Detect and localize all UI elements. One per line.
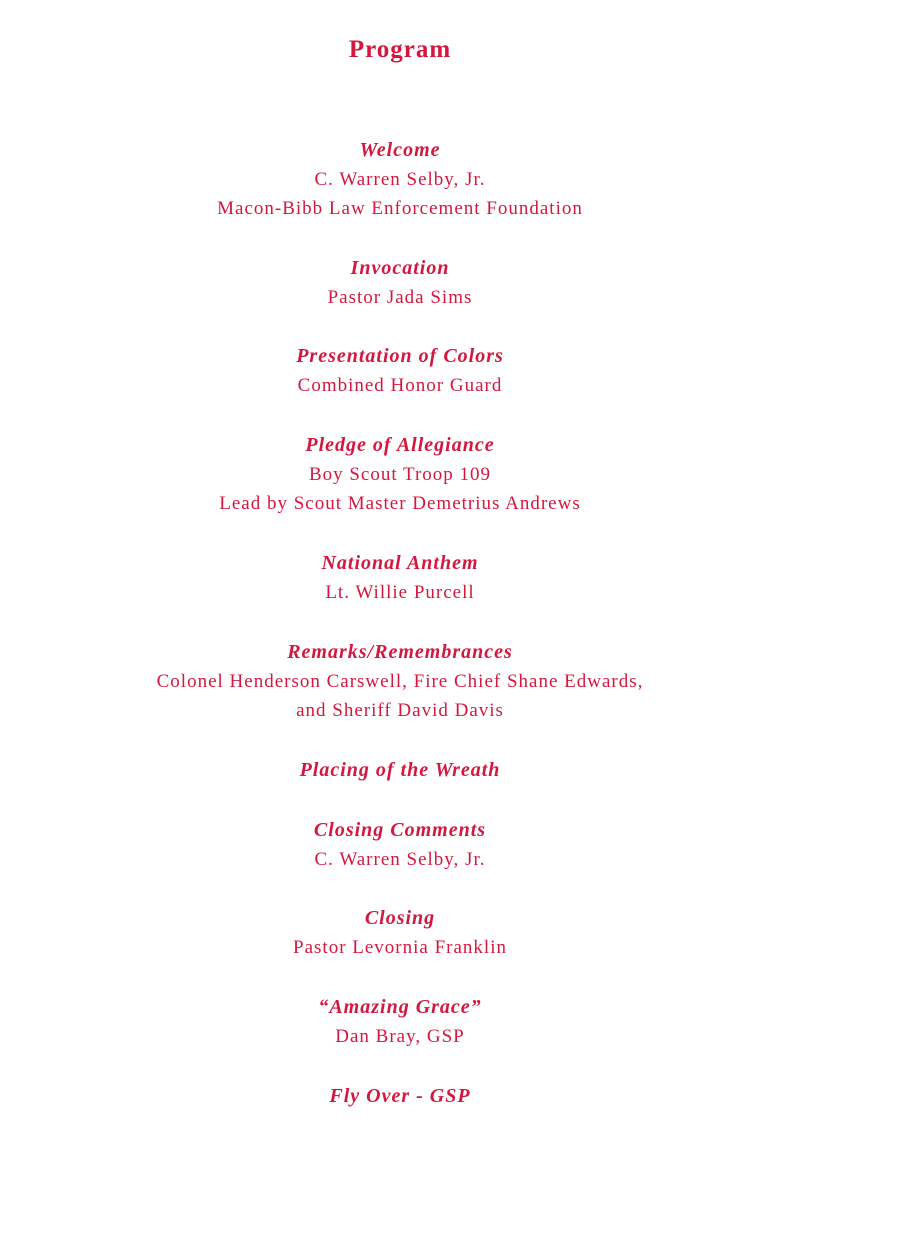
program-section	[0, 903, 800, 962]
section-heading: Fly Over - GSP	[329, 1085, 471, 1107]
section-line: Dan Bray, GSP	[335, 1026, 465, 1047]
section-heading: National Anthem	[321, 552, 479, 574]
program-section	[0, 135, 800, 223]
section-heading: Remarks/Remembrances	[287, 641, 513, 663]
section-line: Pastor Levornia Franklin	[293, 937, 507, 958]
section-heading: Closing	[364, 907, 436, 929]
section-line: Combined Honor Guard	[297, 375, 503, 396]
section-line: Boy Scout Troop 109	[308, 464, 492, 485]
section-line: Lt. Willie Purcell	[325, 582, 475, 603]
program-section	[0, 815, 800, 874]
program-section	[0, 637, 800, 725]
section-line: and Sheriff David Davis	[296, 700, 504, 721]
section-heading: “Amazing Grace”	[318, 996, 482, 1018]
program-section	[0, 253, 800, 312]
page-title: Program	[348, 36, 452, 63]
section-heading: Closing Comments	[313, 819, 487, 841]
section-heading: Welcome	[359, 139, 441, 161]
section-line: Pastor Jada Sims	[327, 287, 473, 308]
program-section	[0, 548, 800, 607]
section-line: C. Warren Selby, Jr.	[314, 849, 486, 870]
section-heading: Pledge of Allegiance	[305, 434, 495, 456]
program-section	[0, 992, 800, 1051]
section-line: Lead by Scout Master Demetrius Andrews	[219, 493, 581, 514]
program-section	[0, 1081, 800, 1111]
program-section	[0, 430, 800, 518]
section-heading: Invocation	[350, 257, 450, 279]
section-heading: Presentation of Colors	[296, 345, 504, 367]
section-heading: Placing of the Wreath	[299, 759, 501, 781]
section-line: Macon-Bibb Law Enforcement Foundation	[217, 198, 583, 219]
program-section	[0, 755, 800, 785]
section-line: C. Warren Selby, Jr.	[314, 169, 486, 190]
section-line: Colonel Henderson Carswell, Fire Chief Shane Edwards,	[156, 671, 644, 692]
program-section	[0, 341, 800, 400]
